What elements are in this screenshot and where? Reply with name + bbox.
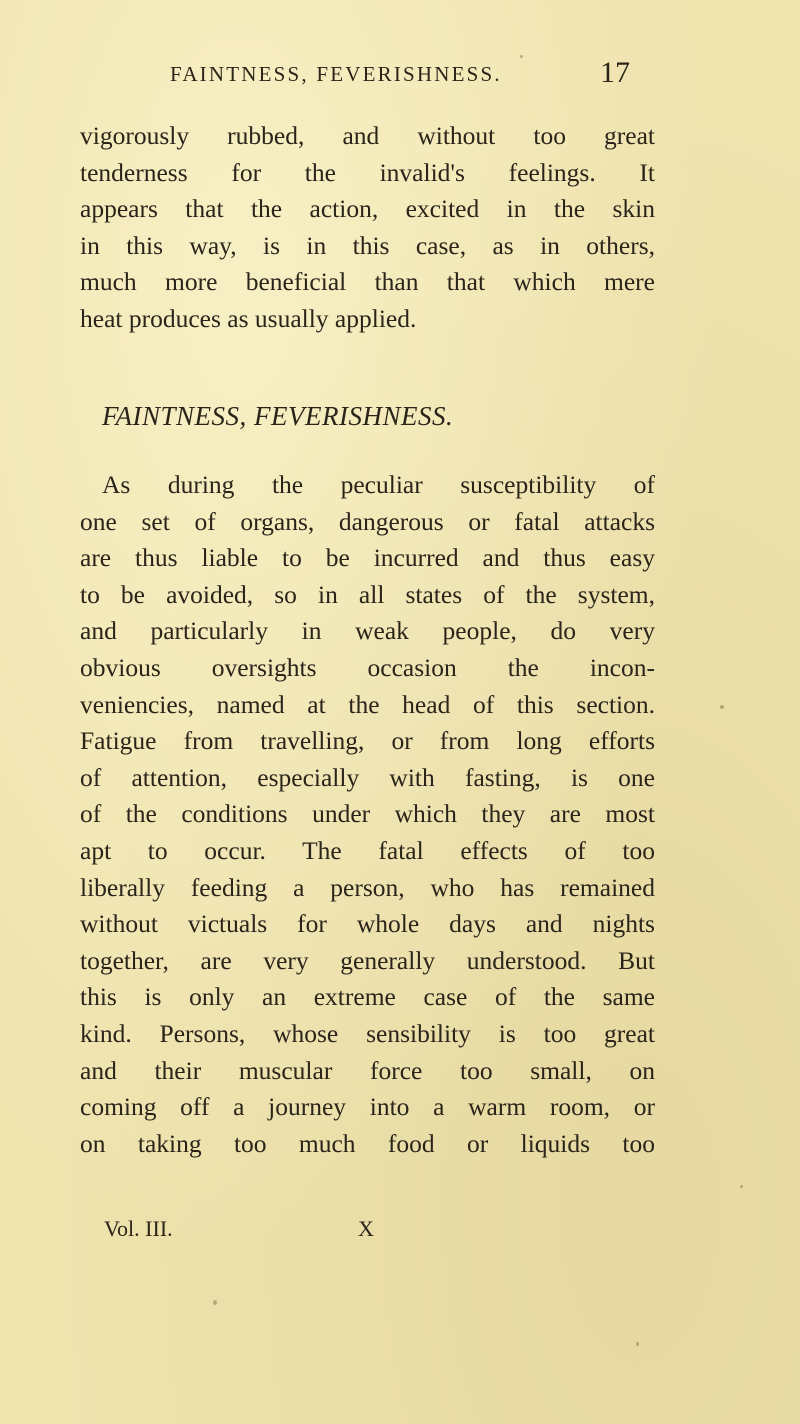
text-line: are thus liable to be incurred and thus easy xyxy=(80,543,655,573)
running-title: FAINTNESS, FEVERISHNESS. xyxy=(170,62,502,86)
text-line: veniencies, named at the head of this section. xyxy=(80,689,655,719)
text-line: apt to occur. The fatal effects of too xyxy=(80,835,655,865)
text-line: of the conditions under which they are most xyxy=(80,799,655,829)
text-line: and their muscular force too small, on xyxy=(80,1055,655,1085)
paper-speck xyxy=(740,1185,743,1188)
text-line: on taking too much food or liquids too xyxy=(80,1128,655,1158)
paper-speck xyxy=(213,1300,217,1305)
section-heading: FAINTNESS, FEVERISHNESS. xyxy=(102,401,454,431)
text-line: heat produces as usually applied. xyxy=(80,303,417,333)
text-line: Fatigue from travelling, or from long efforts xyxy=(80,726,655,756)
text-line: much more beneficial than that which mere xyxy=(80,267,655,297)
text-line: liberally feeding a person, who has remained xyxy=(80,872,655,902)
text-line: together, are very generally understood. But xyxy=(80,945,655,975)
text-line: to be avoided, so in all states of the system, xyxy=(80,579,655,609)
volume-label: Vol. III. xyxy=(104,1216,173,1241)
paper-speck xyxy=(636,1342,639,1346)
text-line: of attention, especially with fasting, is one xyxy=(80,762,655,792)
text-line: and particularly in weak people, do very xyxy=(80,616,655,646)
paper-speck xyxy=(720,705,724,709)
paper-speck xyxy=(520,55,523,58)
text-line: coming off a journey into a warm room, or xyxy=(80,1092,655,1122)
text-line: in this way, is in this case, as in others, xyxy=(80,230,655,260)
page-number: 17 xyxy=(600,56,630,89)
text-line: kind. Persons, whose sensibility is too great xyxy=(80,1018,655,1048)
text-line: obvious oversights occasion the incon- xyxy=(80,652,655,682)
text-line: one set of organs, dangerous or fatal attacks xyxy=(80,506,655,536)
text-line: this is only an extreme case of the same xyxy=(80,982,655,1012)
text-line: vigorously rubbed, and without too great xyxy=(80,121,655,150)
text-line: appears that the action, excited in the skin xyxy=(80,194,655,224)
paragraph-continued xyxy=(80,118,655,338)
signature-mark: X xyxy=(358,1216,374,1241)
text-line: tenderness for the invalid's feelings. It xyxy=(80,157,655,187)
paragraph-main xyxy=(80,467,655,1162)
text-line: As during the peculiar susceptibility of xyxy=(102,470,655,499)
text-line: without victuals for whole days and nights xyxy=(80,909,655,939)
